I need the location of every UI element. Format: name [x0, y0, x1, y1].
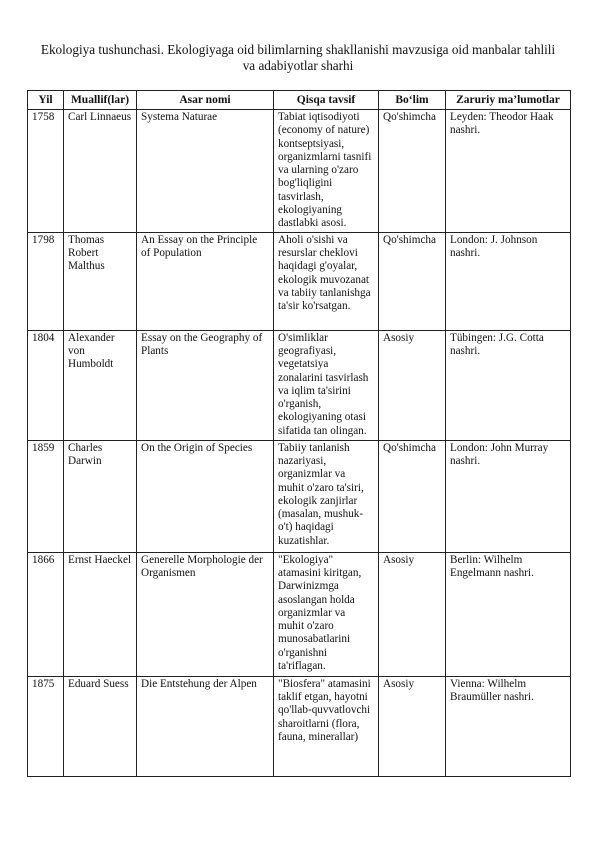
table-row — [28, 232, 571, 330]
cell-description: "Ekologiya" atamasini kiritgan, Darwinizmga asoslangan holda organizmlar va muhit o'zaro munosabatlarini o'rganishni ta'riflagan. — [274, 552, 379, 676]
cell-info: Leyden: Theodor Haak nashri. — [446, 110, 571, 233]
table-row — [28, 110, 571, 233]
header-work: Asar nomi — [137, 91, 274, 110]
cell-info: London: John Murray nashri. — [446, 440, 571, 552]
cell-section: Qo'shimcha — [379, 110, 446, 233]
cell-year: 1758 — [28, 110, 64, 233]
cell-year: 1875 — [28, 676, 64, 776]
cell-author: Eduard Suess — [64, 676, 137, 776]
cell-description: Aholi o'sishi va resurslar cheklovi haqidagi g'oyalar, ekologik muvozanat va tabiiy tanlanishga ta'sir ko'rsatgan. — [274, 232, 379, 330]
cell-section: Qo'shimcha — [379, 232, 446, 330]
cell-work: Systema Naturae — [137, 110, 274, 233]
cell-section: Asosiy — [379, 676, 446, 776]
cell-description: Tabiiy tanlanish nazariyasi, organizmlar va muhit o'zaro ta'siri, ekologik zanjirlar (masalan, mushuk-o't) haqidagi kuzatishlar. — [274, 440, 379, 552]
cell-info: Tübingen: J.G. Cotta nashri. — [446, 330, 571, 440]
table-header-row — [28, 91, 571, 110]
cell-section: Qo'shimcha — [379, 440, 446, 552]
cell-year: 1866 — [28, 552, 64, 676]
header-author: Muallif(lar) — [64, 91, 137, 110]
cell-section: Asosiy — [379, 552, 446, 676]
cell-author: Ernst Haeckel — [64, 552, 137, 676]
cell-section: Asosiy — [379, 330, 446, 440]
table-row — [28, 330, 571, 440]
table-row — [28, 440, 571, 552]
cell-work: Generelle Morphologie der Organismen — [137, 552, 274, 676]
cell-year: 1804 — [28, 330, 64, 440]
cell-author: Charles Darwin — [64, 440, 137, 552]
cell-author: Alexander von Humboldt — [64, 330, 137, 440]
header-info: Zaruriy ma’lumotlar — [446, 91, 571, 110]
cell-description: O'simliklar geografiyasi, vegetatsiya zonalarini tasvirlash va iqlim ta'sirini o'rganish, ekologiyaning otasi sifatida tan olingan. — [274, 330, 379, 440]
header-section: Bo‘lim — [379, 91, 446, 110]
cell-author: Carl Linnaeus — [64, 110, 137, 233]
page-title: Ekologiya tushunchasi. Ekologiyaga oid bilimlarning shakllanishi mavzusiga oid manbalar tahlili va adabiyotlar sharhi — [40, 42, 556, 73]
cell-author: Thomas Robert Malthus — [64, 232, 137, 330]
cell-info: London: J. Johnson nashri. — [446, 232, 571, 330]
table-row — [28, 552, 571, 676]
sources-table — [27, 90, 571, 777]
cell-year: 1798 — [28, 232, 64, 330]
cell-work: Die Entstehung der Alpen — [137, 676, 274, 776]
cell-description: "Biosfera" atamasini taklif etgan, hayotni qo'llab-quvvatlovchi sharoitlarni (flora, fauna, minerallar) — [274, 676, 379, 776]
header-year: Yil — [28, 91, 64, 110]
cell-work: Essay on the Geography of Plants — [137, 330, 274, 440]
cell-year: 1859 — [28, 440, 64, 552]
header-description: Qisqa tavsif — [274, 91, 379, 110]
cell-info: Vienna: Wilhelm Braumüller nashri. — [446, 676, 571, 776]
cell-work: On the Origin of Species — [137, 440, 274, 552]
cell-description: Tabiat iqtisodiyoti (economy of nature) kontseptsiyasi, organizmlarni tasnifi va ularning o'zaro bog'liqligini tasvirlash, ekologiyaning dastlabki asosi. — [274, 110, 379, 233]
cell-info: Berlin: Wilhelm Engelmann nashri. — [446, 552, 571, 676]
table-row — [28, 676, 571, 776]
cell-work: An Essay on the Principle of Population — [137, 232, 274, 330]
